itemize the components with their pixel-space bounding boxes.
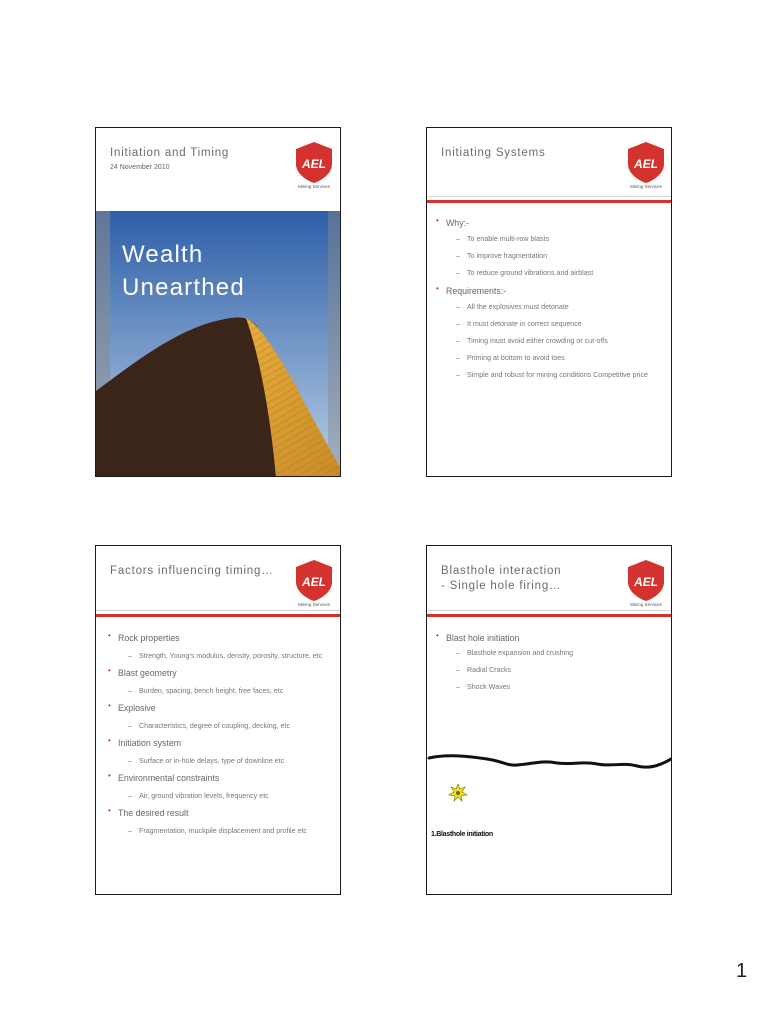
sub-item: – Characteristics, degree of coupling, decking, etc <box>118 716 322 736</box>
slide-2 <box>426 127 672 477</box>
svg-text:AEL: AEL <box>302 575 326 589</box>
sub-item: – To improve fragmentation <box>446 248 648 265</box>
red-divider <box>427 200 672 203</box>
logo-caption: Mining Services <box>630 184 662 189</box>
slide-title: Initiation and Timing <box>110 147 230 159</box>
bullet-label: • Blast hole initiation <box>446 633 520 643</box>
sub-item: – Blasthole expansion and crushing <box>446 645 573 662</box>
ael-logo <box>624 140 668 188</box>
sub-item: – Shock Waves <box>446 679 573 696</box>
ground-surface-diagram <box>427 746 672 826</box>
slide-1 <box>95 127 341 477</box>
bullet-item <box>435 631 573 696</box>
sub-item: – Burden, spacing, bench height, free faces, etc <box>118 681 322 701</box>
sub-item: – To reduce ground vibrations and airblast <box>446 265 648 282</box>
red-divider <box>96 614 341 617</box>
slide-title: Blasthole interaction - Single hole firing… <box>441 565 562 592</box>
bullet-list <box>435 631 573 696</box>
sub-item: – Fragmentation, muckpile displacement and profile etc <box>118 821 322 841</box>
ael-logo <box>292 558 336 606</box>
slide-title: Initiating Systems <box>441 147 546 159</box>
sub-item: – All the explosives must detonate <box>446 299 648 316</box>
sub-item: – Timing must avoid either crowding or cut-offs <box>446 333 648 350</box>
page-number: 1 <box>736 960 748 982</box>
red-divider <box>427 614 672 617</box>
sub-item: – Strength, Young's modulus, density, porosity, structure, etc <box>118 646 322 666</box>
bullet-label: • The desired result <box>118 808 189 818</box>
sub-item: – Simple and robust for mining conditions Competitive price <box>446 367 648 384</box>
bullet-label: • Why:- <box>446 218 469 228</box>
cover-headline: Wealth Unearthed <box>122 241 245 301</box>
bullet-item <box>107 736 322 771</box>
bullet-label: • Initiation system <box>118 738 182 748</box>
slide-date: 24 November 2010 <box>110 164 170 171</box>
divider <box>96 610 341 611</box>
sub-item: – Air, ground vibration levels, frequency etc <box>118 786 322 806</box>
bullet-item <box>107 701 322 736</box>
figure-caption: 1.Blasthole initiation <box>431 831 493 838</box>
slide-4 <box>426 545 672 895</box>
divider <box>427 196 672 197</box>
bullet-list <box>435 214 648 384</box>
svg-text:AEL: AEL <box>634 157 658 171</box>
bullet-label: • Requirements:- <box>446 286 507 296</box>
divider <box>427 610 672 611</box>
blast-star-icon <box>449 784 467 801</box>
bullet-item <box>107 666 322 701</box>
slide-title: Factors influencing timing… <box>110 565 274 577</box>
sub-item: – Surface or in-hole delays, type of downline etc <box>118 751 322 771</box>
sub-item: – It must detonate in correct sequence <box>446 316 648 333</box>
bullet-label: • Explosive <box>118 703 156 713</box>
svg-text:AEL: AEL <box>302 157 326 171</box>
bullet-label: • Blast geometry <box>118 668 177 678</box>
bullet-item <box>435 216 648 282</box>
sub-item: – Priming at bottom to avoid toes <box>446 350 648 367</box>
logo-caption: Mining Services <box>630 602 662 607</box>
logo-caption: Mining Services <box>298 184 330 189</box>
bullet-label: • Rock properties <box>118 633 180 643</box>
bullet-item <box>107 771 322 806</box>
slide-3 <box>95 545 341 895</box>
sub-item: – To enable multi-row blasts <box>446 231 648 248</box>
bullet-list <box>107 631 322 841</box>
bullet-item <box>435 284 648 384</box>
ael-logo <box>292 140 336 188</box>
ael-logo <box>624 558 668 606</box>
logo-caption: Mining Services <box>298 602 330 607</box>
sub-item: – Radial Cracks <box>446 662 573 679</box>
bullet-label: • Environmental constraints <box>118 773 220 783</box>
bullet-item <box>107 806 322 841</box>
bullet-item <box>107 631 322 666</box>
svg-text:AEL: AEL <box>634 575 658 589</box>
